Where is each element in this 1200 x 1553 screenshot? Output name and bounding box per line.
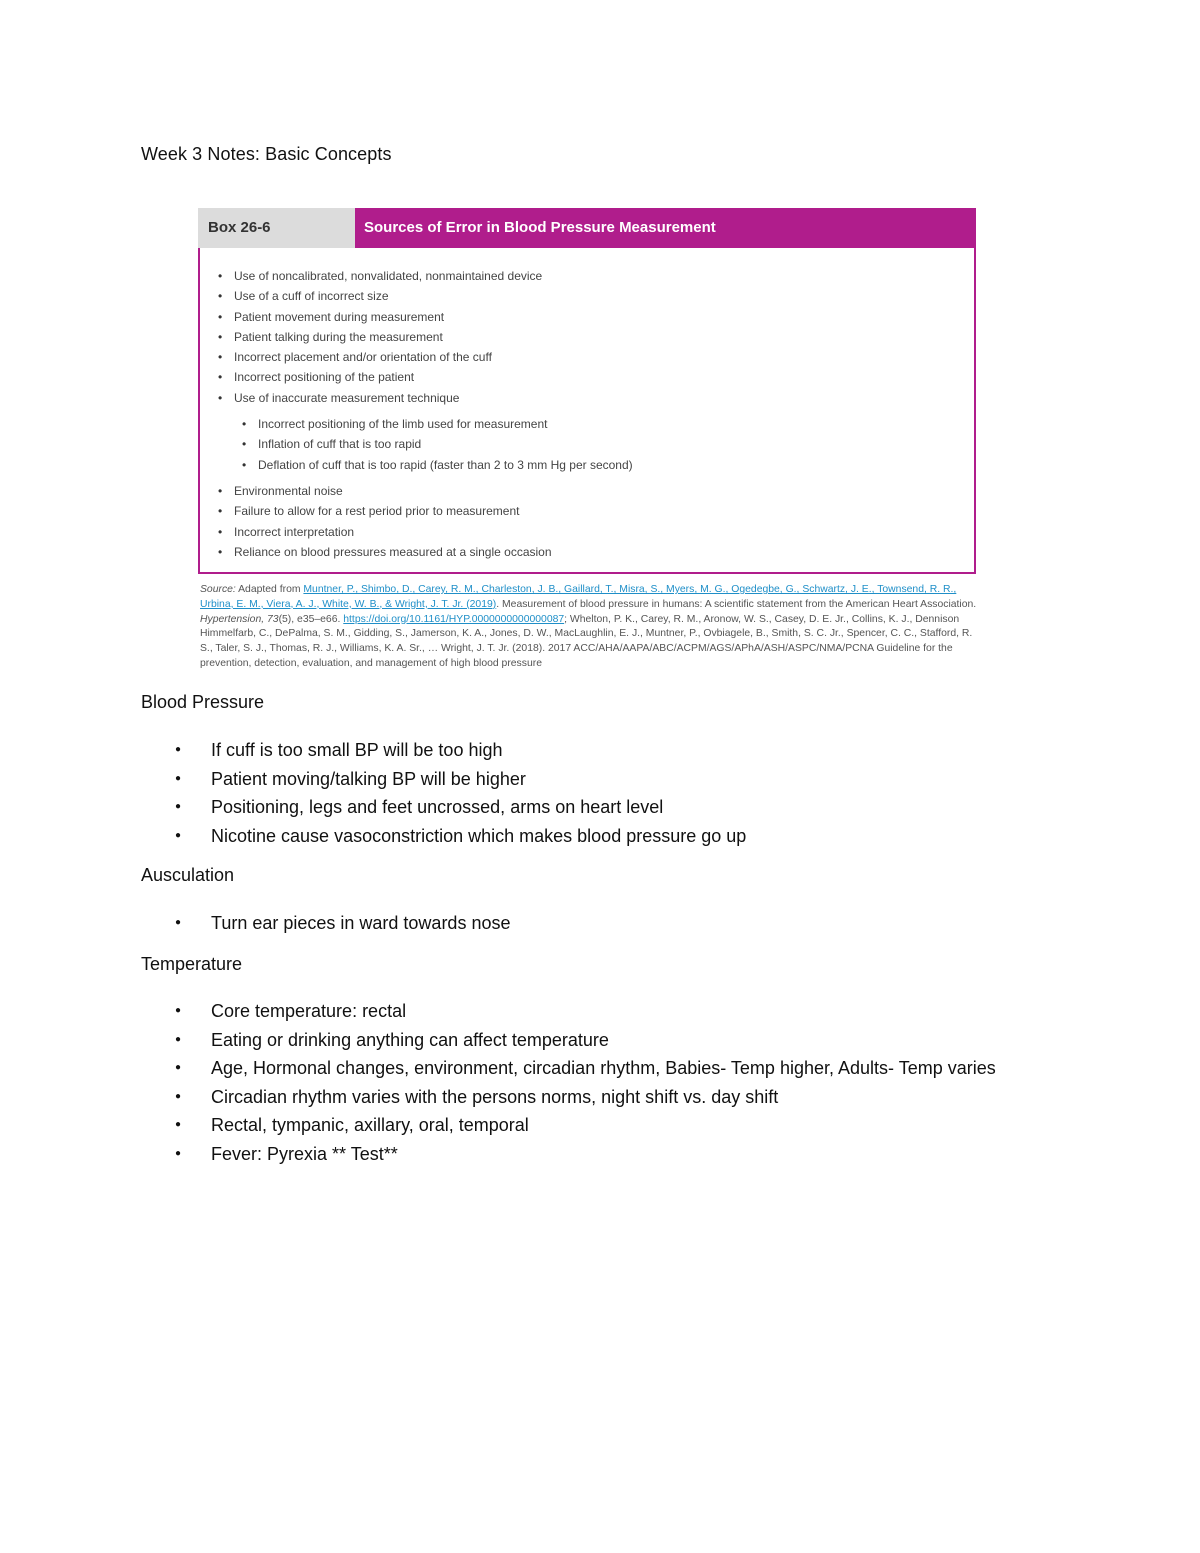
box-list	[200, 248, 974, 562]
list-item: • Failure to allow for a rest period prior to measurement	[218, 501, 974, 521]
list-item: • Use of inaccurate measurement technique	[218, 388, 974, 408]
doi-link[interactable]: https://doi.org/10.1161/HYP.0000000000000087	[343, 613, 565, 625]
list-item: ● Circadian rhythm varies with the persons norms, night shift vs. day shift	[141, 1083, 1021, 1112]
list-item: • Environmental noise	[218, 481, 974, 501]
source-text-1: . Measurement of blood pressure in humans: A scientific statement from the American Heart Association.	[496, 598, 977, 610]
list-item: ● Eating or drinking anything can affect temperature	[141, 1026, 1021, 1055]
temperature-list	[141, 997, 1021, 1168]
list-item: ● Nicotine cause vasoconstriction which makes blood pressure go up	[141, 822, 1021, 851]
list-item: • Patient talking during the measurement	[218, 327, 974, 347]
list-item: • Incorrect interpretation	[218, 522, 974, 542]
sub-list-item: • Inflation of cuff that is too rapid	[218, 434, 974, 454]
authors-link[interactable]: Muntner, P., Shimbo, D., Carey, R. M., Charleston, J. B., Gaillard, T., Misra, S., Myers, M. G., Ogedegbe, G., Schwartz, J. E., Townsend, R. R., Urbina, E. M., Viera, A. J., White, W. B., & Wright, J. T. Jr. (2019)	[200, 584, 957, 610]
source-label: Source:	[200, 584, 236, 595]
source-text-3: ; Whelton, P. K., Carey, R. M., Aronow, W. S., Casey, D. E. Jr., Collins, K. J., Dennison Himmelfarb, C., DePalma, S. M., Gidding, S., Jamerson, K. A., Jones, D. W., MacLaughlin, E. J., Muntner, P., Ovbiagele, B., Smith, S. C. Jr., Spencer, C. C., Stafford, R. S., Taler, S. J., Thomas, R. J., Williams, K. A. Sr., … Wright, J. T. Jr. (2018). 2017 ACC/AHA/AAPA/ABC/ACPM/AGS/APhA/ASH/ASPC/NMA/PCNA Guideline for the prevention, detection, evaluation, and management of high blood pressure	[200, 613, 973, 669]
list-item: • Incorrect placement and/or orientation of the cuff	[218, 347, 974, 367]
source-citation	[200, 583, 980, 672]
list-item: ● Fever: Pyrexia ** Test**	[141, 1140, 1021, 1169]
source-prefix: Adapted from	[235, 584, 304, 595]
list-item: ● Age, Hormonal changes, environment, circadian rhythm, Babies- Temp higher, Adults- Temp varies	[141, 1054, 1021, 1083]
list-item: ● Positioning, legs and feet uncrossed, arms on heart level	[141, 793, 1021, 822]
box-header	[198, 208, 976, 248]
box-label: Box 26-6	[198, 208, 355, 248]
sub-list-item: • Deflation of cuff that is too rapid (faster than 2 to 3 mm Hg per second)	[218, 455, 974, 475]
sources-of-error-box	[198, 208, 976, 574]
source-text-2: (5), e35–e66.	[278, 613, 344, 625]
list-item: • Reliance on blood pressures measured at a single occasion	[218, 542, 974, 562]
section-title-temperature: Temperature	[141, 954, 243, 974]
list-item: ● Rectal, tympanic, axillary, oral, temporal	[141, 1111, 1021, 1140]
section-title-blood-pressure: Blood Pressure	[141, 692, 265, 712]
list-item: ● If cuff is too small BP will be too high	[141, 736, 1021, 765]
list-item: ● Core temperature: rectal	[141, 997, 1021, 1026]
page-title: Week 3 Notes: Basic Concepts	[141, 144, 392, 164]
list-item: ● Patient moving/talking BP will be higher	[141, 765, 1021, 794]
ausculation-list	[141, 909, 1021, 938]
journal-name: Hypertension, 73	[200, 613, 279, 625]
sub-list-item: • Incorrect positioning of the limb used for measurement	[218, 414, 974, 434]
list-item: ● Turn ear pieces in ward towards nose	[141, 909, 1021, 938]
box-title: Sources of Error in Blood Pressure Measurement	[355, 208, 976, 248]
section-title-ausculation: Ausculation	[141, 865, 235, 885]
list-item: • Use of noncalibrated, nonvalidated, nonmaintained device	[218, 266, 974, 286]
list-item: • Incorrect positioning of the patient	[218, 367, 974, 387]
list-item: • Patient movement during measurement	[218, 307, 974, 327]
list-item: • Use of a cuff of incorrect size	[218, 286, 974, 306]
blood-pressure-list	[141, 736, 1021, 850]
